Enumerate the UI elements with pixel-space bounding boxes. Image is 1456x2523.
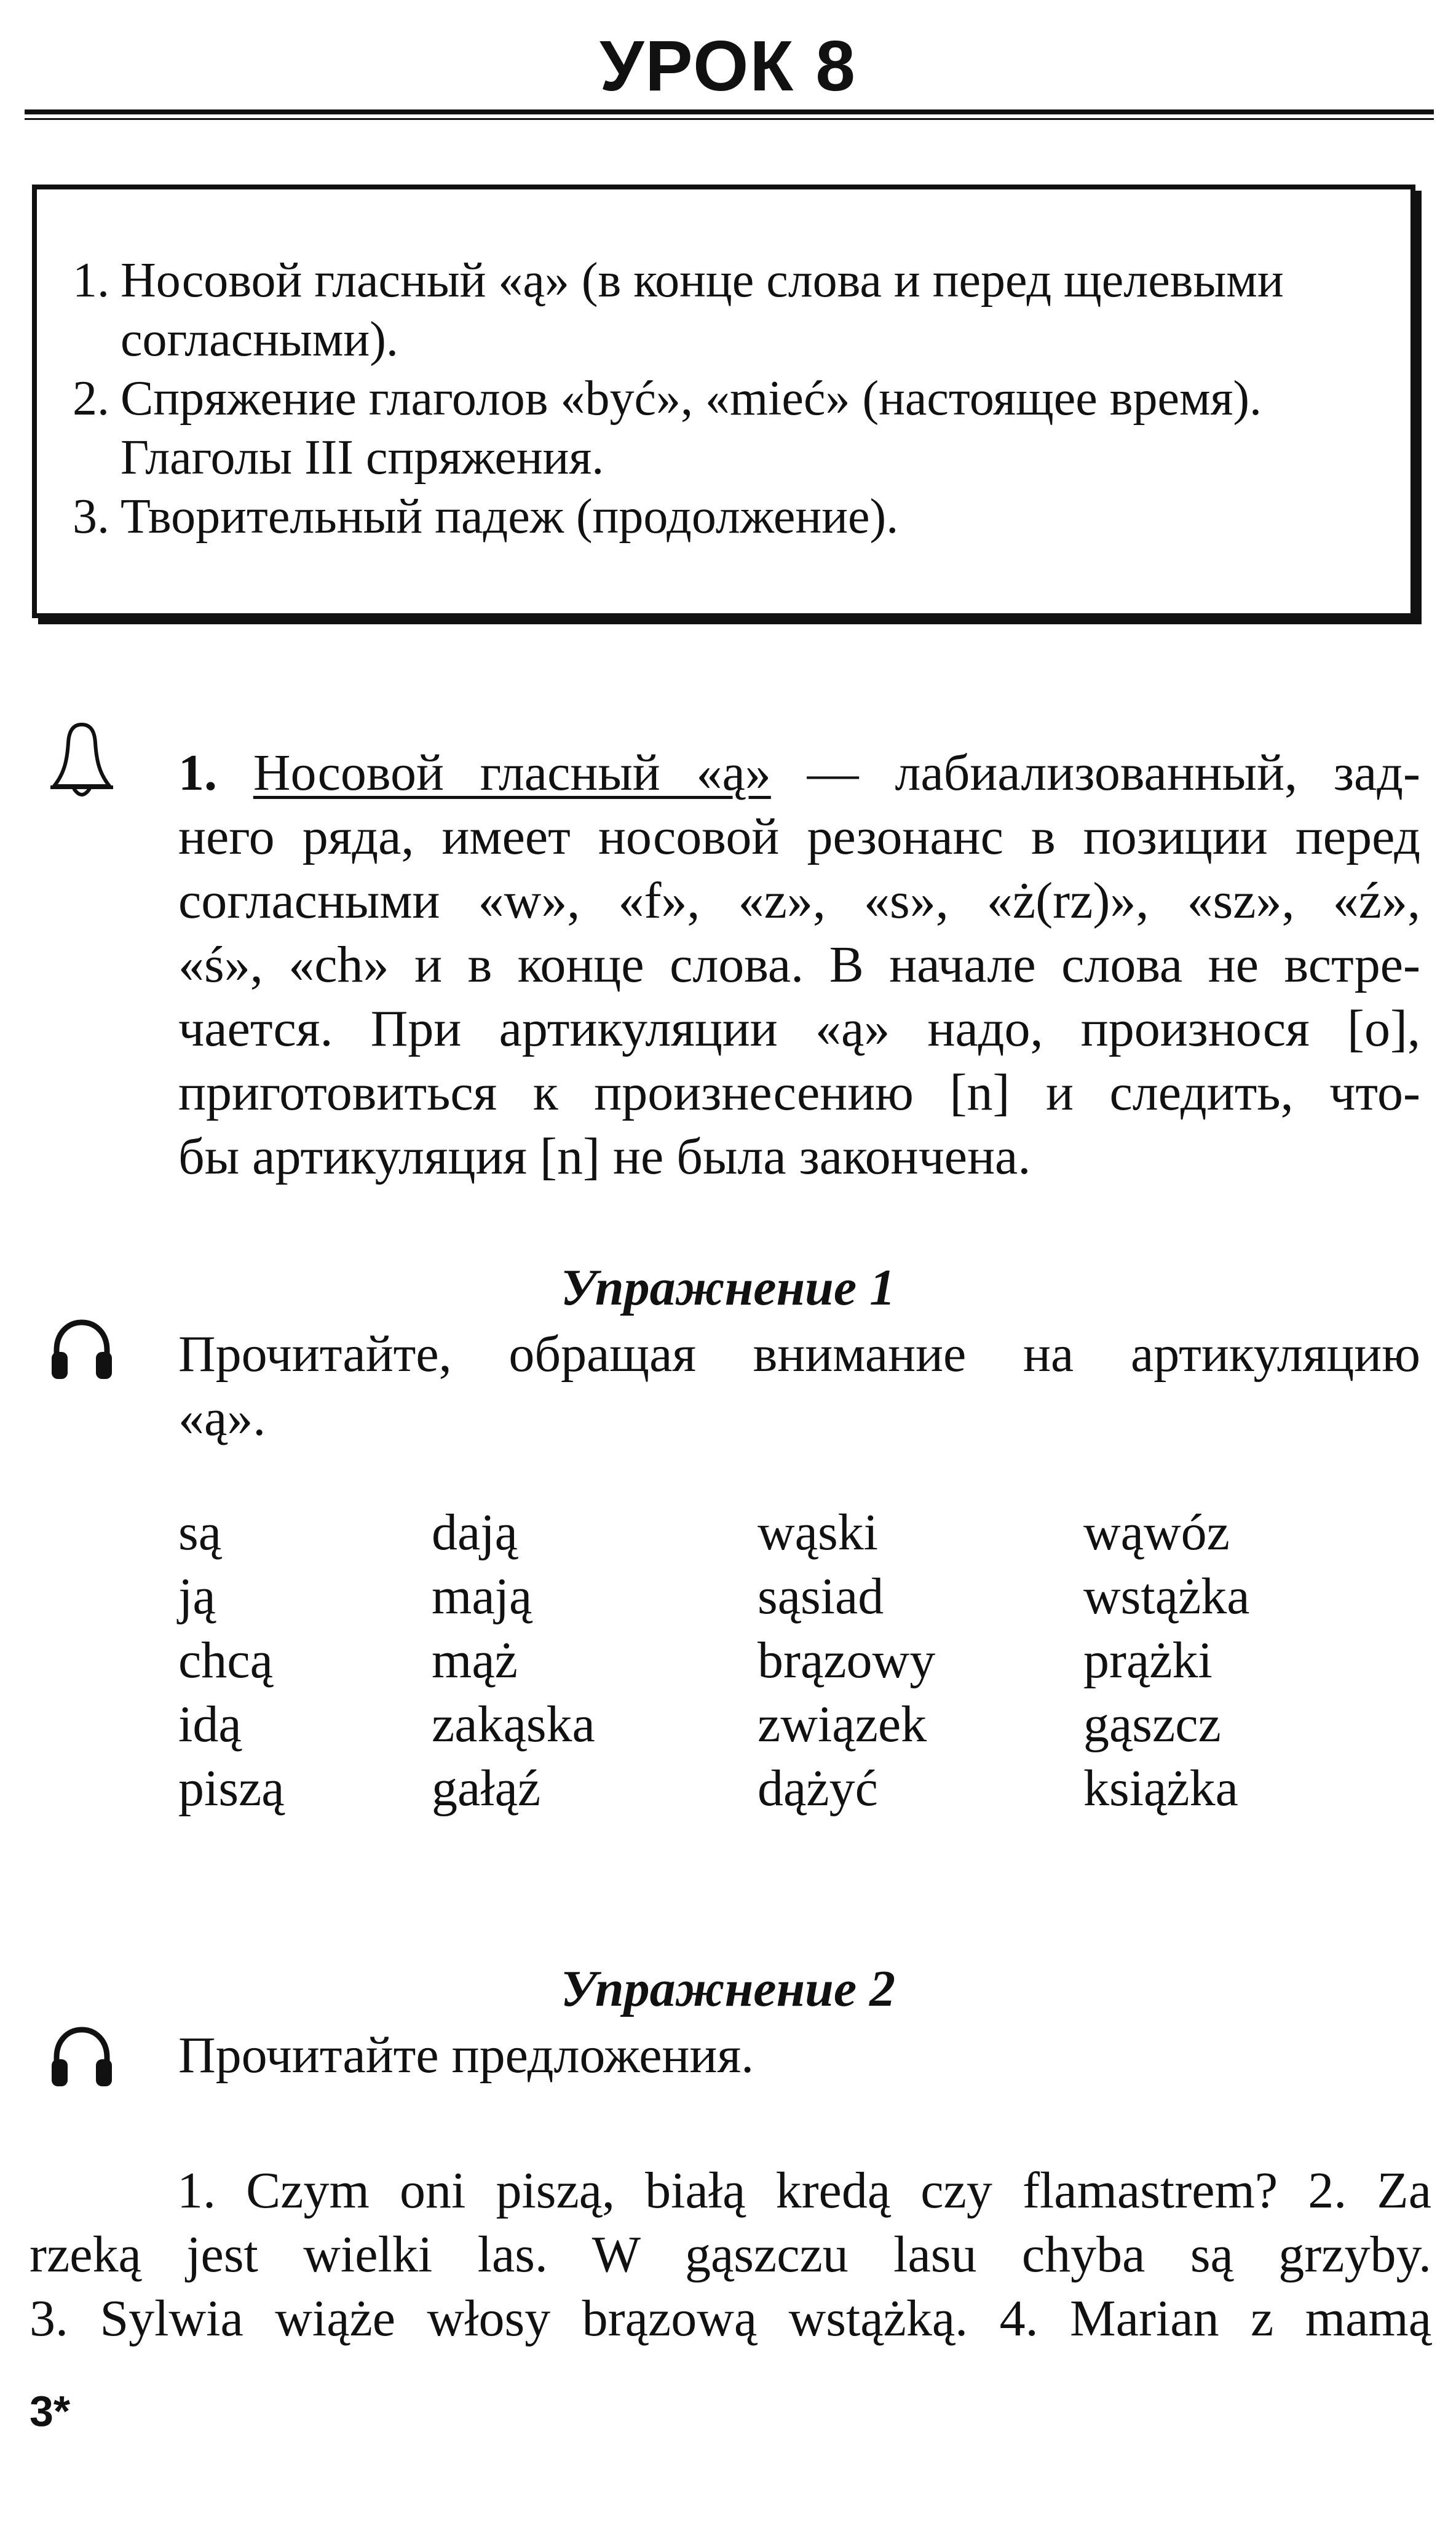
section-term: Носовой гласный «ą» — [253, 744, 771, 801]
word: gąszcz — [1083, 1696, 1221, 1753]
section-number: 1. — [178, 744, 217, 801]
word: wąski — [758, 1504, 878, 1561]
topic-number: 1. — [73, 253, 109, 308]
paragraph-line: «ś», «ch» и в конце слова. В начале слова не встре- — [178, 936, 1420, 993]
instruction-line: Прочитайте предложения. — [178, 2027, 754, 2084]
word-column — [178, 1501, 285, 1821]
paragraph-line: него ряда, имеет носовой резонанс в позиции перед — [178, 808, 1420, 865]
lesson-title: УРОК 8 — [599, 26, 857, 106]
word: mają — [432, 1568, 532, 1625]
topic-text: Глаголы III спряжения. — [121, 431, 604, 485]
word: wąwóz — [1083, 1504, 1230, 1561]
topic-text: согласными). — [121, 312, 398, 367]
paragraph-line: приготовиться к произнесению [n] и следить, что- — [178, 1064, 1420, 1121]
sentence-line: rzeką jest wielki las. W gąszczu lasu chyba są grzyby. — [30, 2226, 1431, 2283]
word: dążyć — [758, 1760, 878, 1817]
instruction-line: Прочитайте, обращая внимание на артикуляцию — [178, 1325, 1420, 1383]
word: idą — [178, 1696, 242, 1753]
word: książka — [1083, 1760, 1238, 1817]
word: zakąska — [432, 1696, 595, 1753]
word: wstążka — [1083, 1568, 1250, 1625]
lesson-topics-box — [32, 185, 1415, 618]
word: brązowy — [758, 1632, 936, 1689]
paragraph-line: согласными «w», «f», «z», «s», «ż(rz)», «sz», «ź», — [178, 872, 1420, 929]
word: gałąź — [432, 1760, 541, 1817]
title-rule-thick — [25, 109, 1434, 114]
exercise-title: Упражнение 1 — [560, 1259, 896, 1316]
paragraph-line — [178, 741, 1420, 805]
topic-number: 2. — [73, 371, 109, 426]
word: prążki — [1083, 1632, 1213, 1689]
topic-text: Спряжение глаголов «być», «mieć» (настоящее время). — [121, 371, 1262, 426]
word-column — [1083, 1501, 1250, 1821]
word: dają — [432, 1504, 518, 1561]
word: chcą — [178, 1632, 273, 1689]
topic-text: Носовой гласный «ą» (в конце слова и перед щелевыми — [121, 253, 1284, 308]
word: związek — [758, 1696, 927, 1753]
word-column — [432, 1501, 595, 1821]
word: mąż — [432, 1632, 518, 1689]
word-column — [758, 1501, 935, 1821]
instruction-line: «ą». — [178, 1389, 266, 1447]
page-number: 3* — [30, 2387, 71, 2435]
headphones-icon — [48, 2024, 116, 2091]
word: są — [178, 1504, 221, 1561]
word: ją — [178, 1568, 216, 1625]
sentence-line: 3. Sylwia wiąże włosy brązową wstążką. 4. Marian z mamą — [30, 2290, 1431, 2347]
paragraph-text: — лабиализованный, зад- — [807, 744, 1420, 801]
title-rule-thin — [25, 118, 1434, 120]
topic-text: Творительный падеж (продолжение). — [121, 490, 899, 544]
word: piszą — [178, 1760, 285, 1817]
paragraph-line: бы артикуляция [n] не была закончена. — [178, 1128, 1031, 1185]
paragraph-line: чается. При артикуляции «ą» надо, произнося [o], — [178, 1000, 1420, 1057]
bell-icon — [48, 720, 116, 806]
topic-number: 3. — [73, 490, 109, 544]
word: sąsiad — [758, 1568, 884, 1625]
sentence-line: 1. Czym oni piszą, białą kredą czy flamastrem? 2. Za — [177, 2162, 1431, 2219]
headphones-icon — [48, 1316, 116, 1384]
exercise-title: Упражнение 2 — [560, 1960, 896, 2017]
